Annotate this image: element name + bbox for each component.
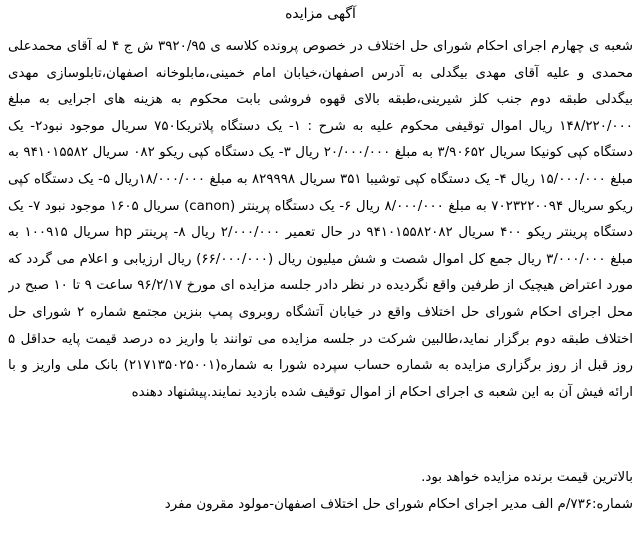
notice-title: آگهی مزایده (285, 6, 356, 22)
notice-body: شعبه ی چهارم اجرای احکام شورای حل اختلاف در خصوص پرونده کلاسه ی ۳۹۲۰/۹۵ ش ج ۴ له آقای محمدعلی محمدی و علیه آقای مهدی بیگدلی به آدرس اصفهان،خیابان امام خمینی،مابلوخانه اصفهان،تابلوسازی مهدی بیگدلی طبقه دوم جنب کلز شیرینی،طبقه بالای قهوه فروشی بابت محکوم به هزینه های اجرایی به مبلغ ۱۴۸/۲۲۰/۰۰۰ ریال اموال توقیفی محکوم علیه به شرح : ۱- یک دستگاه پلاتریکا۷۵۰ سریال موجود نبود۲- یک دستگاه کپی کونیکا سریال ۳/۹۰۶۵۲ به مبلغ ۲۰/۰۰۰/۰۰۰ ریال ۳- یک دستگاه کپی ریکو ۰۸۲ سریال ۹۴۱۰۱۵۵۸۲ به مبلغ ۱۵/۰۰۰/۰۰۰ ریال ۴- یک دستگاه کپی توشیبا ۳۵۱ سریال ۸۲۹۹۹۸ به مبلغ ۱۸/۰۰۰/۰۰۰ریال ۵- یک دستگاه کپی ریکو سریال ۷۰۲۳۲۲۰۰۹۴ به مبلغ ۸/۰۰۰/۰۰۰ ریال ۶- یک دستگاه پرینتر (canon) سریال ۱۶۰۵ موجود نبود ۷- یک دستگاه پرینتر ریکو ۴۰۰ سریال ۹۴۱۰۱۵۵۸۲۰۸۲ در حال تعمیر ۲/۰۰۰/۰۰۰ ریال ۸- پرینتر hp سریال ۱۰۰۹۱۵ به مبلغ ۳/۰۰۰/۰۰۰ ریال جمع کل اموال شصت و شش میلیون ریال (۶۶/۰۰۰/۰۰۰) ریال ارزیابی و اعلام می گردد که مورد اعتراض هیچیک از طرفین واقع نگردیده در نظر دادر جلسه مزایده ای مورخ ۹۶/۲/۱۷ ساعت ۹ تا ۱۰ صبح در محل اجرای احکام شورای حل اختلاف واقع در خیابان آتشگاه روبروی پمپ بنزین مجتمع شماره ۲ شورای حل اختلاف طبقه دوم برگزار نماید،طالبین شرکت در جلسه مزایده می توانند با واریز ده درصد قیمت پایه حداقل ۵ روز قبل از روز برگزاری مزایده به شماره حساب سپرده شورا به شماره(۲۱۷۱۳۵۰۲۵۰۰۱) بانک ملی واریز و با ارائه فیش آن به این شعبه ی اجرای احکام از اموال توقیف شده بازدید نمایند.پیشنهاد دهنده (8, 39, 633, 400)
notice-footer: شماره:۷۳۶/م الف مدیر اجرای احکام شورای حل اختلاف اصفهان-مولود مقرون مفرد (164, 497, 633, 512)
notice-closing: بالاترین قیمت برنده مزایده خواهد بود. (421, 470, 633, 485)
